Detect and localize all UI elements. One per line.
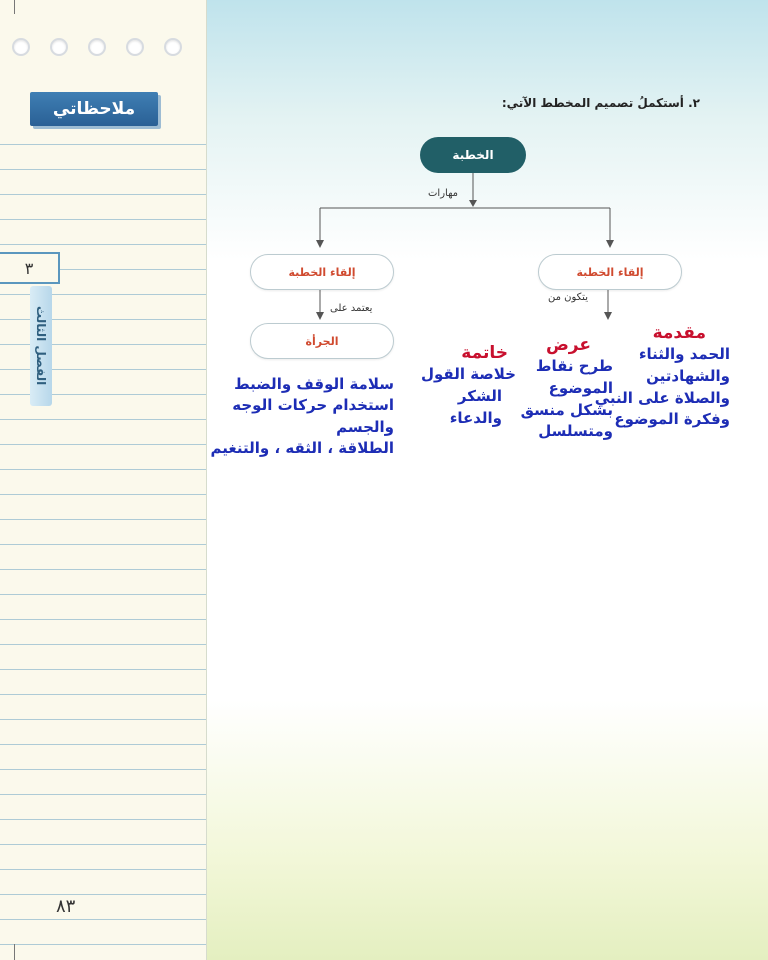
answer-body	[503, 334, 613, 443]
page-number: ٨٣	[56, 896, 76, 917]
arrow-head	[316, 240, 324, 248]
handwritten-line: بشكل منسق	[520, 400, 613, 419]
heading-introduction: مقدمة	[652, 323, 706, 343]
handwritten-line: والجسم	[336, 417, 394, 436]
arrow-head	[604, 312, 612, 320]
node-delivery-left: إلقاء الخطبة	[250, 254, 394, 290]
handwritten-line: والصلاة على النبي	[594, 388, 730, 407]
handwritten-line: خلاصة القول	[420, 365, 516, 384]
handwritten-line: سلامة الوقف والضبط	[234, 375, 394, 393]
arrow-head	[316, 312, 324, 320]
unit-tab-label: الفصل الثالث	[34, 306, 48, 386]
handwritten-line: الحمد والثناء	[638, 345, 730, 364]
heading-conclusion: خاتمة	[461, 343, 508, 363]
unit-number: ٣	[0, 252, 60, 284]
answer-skills	[204, 374, 394, 459]
node-delivery-right: إلقاء الخطبة	[538, 254, 682, 290]
handwritten-line: طرح نقاط	[535, 357, 613, 376]
handwritten-line: ومتسلسل	[538, 422, 613, 441]
handwritten-line: الشكر	[457, 386, 502, 405]
handwritten-line: الموضوع	[548, 378, 613, 397]
node-courage: الجرأة	[250, 323, 394, 359]
edge-label-skills: مهارات	[428, 188, 459, 199]
arrow-head	[606, 240, 614, 248]
handwritten-line: والدعاء	[449, 408, 502, 427]
arrow-head	[469, 200, 477, 207]
handwritten-line: وفكرة الموضوع	[614, 410, 730, 429]
edge-label-consists-of: يتكون من	[548, 292, 588, 303]
diagram-root-node: الخطبة	[420, 137, 526, 173]
handwritten-line: استخدام حركات الوجه	[232, 396, 394, 415]
handwritten-line: والشهادتين	[646, 366, 730, 385]
heading-body: عرض	[545, 335, 591, 355]
question-text: ٢. أستكملُ تصميم المخطط الآتي:	[501, 96, 700, 110]
edge-label-depends-on: يعتمد على	[330, 303, 373, 314]
handwritten-line: الطلاقة ، الثقه ، والتنغيم	[210, 438, 394, 457]
answer-conclusion	[406, 342, 516, 429]
notes-title: ملاحظاتي	[30, 92, 158, 126]
